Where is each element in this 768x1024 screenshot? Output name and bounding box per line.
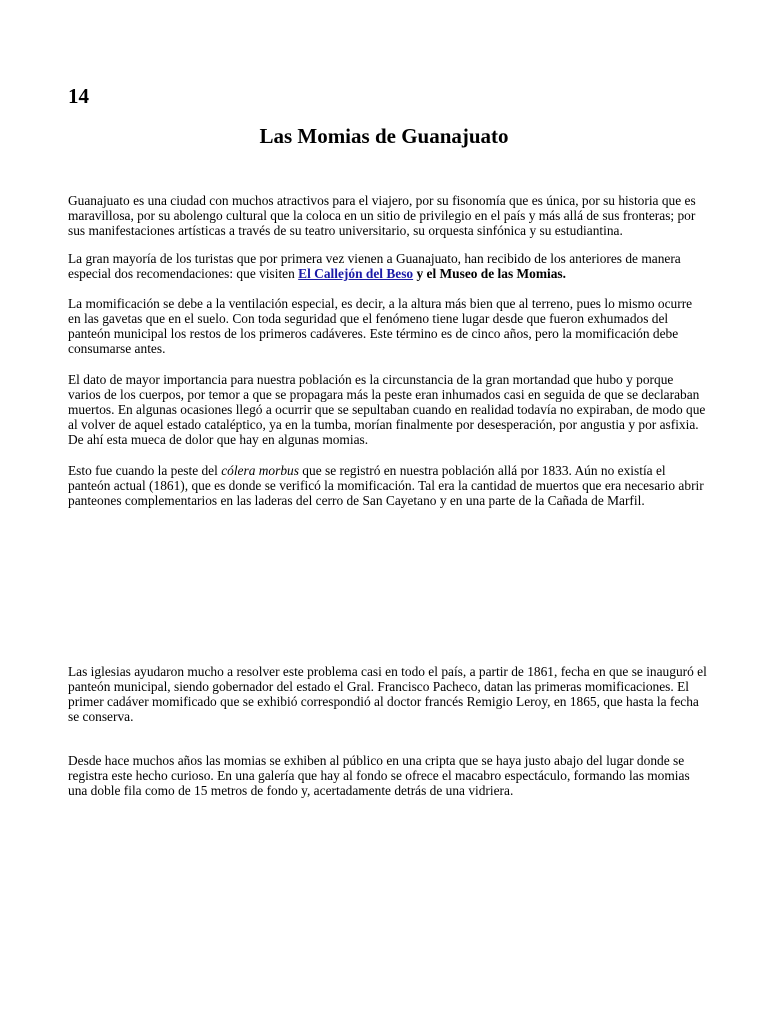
paragraph-bold-text: y el Museo de las Momias. [413, 266, 566, 281]
paragraph-cholera [68, 463, 708, 508]
paragraph-churches: Las iglesias ayudaron mucho a resolver este problema casi en todo el país, a partir de 1861, fecha en que se inauguró el panteón municipal, siendo gobernador del estado el Gral. Francisco Pacheco, datan las primeras momificaciones. El primer cadáver momificado que se exhibió correspondió al doctor francés Remigio Leroy, en 1865, que hasta la fecha se conserva. [68, 664, 707, 724]
paragraph-mortality: El dato de mayor importancia para nuestra población es la circunstancia de la gran mortandad que hubo y porque varios de los cuerpos, por temor a que se propagara más la peste eran inhumados casi en seguida de que se declaraban muertos. En algunas ocasiones llegó a ocurrir que se sepultaban cuando en realidad todavía no expiraban, de modo que al volver de aquel estado cataléptico, ya en la tumba, morían finalmente por desesperación, por angustia y por asfixia. De ahí esta mueca de dolor que hay en algunas momias. [68, 372, 706, 447]
chapter-number: 14 [68, 84, 89, 108]
page-title: Las Momias de Guanajuato [259, 124, 509, 148]
paragraph-text: La gran mayoría de los turistas que por primera vez vienen a Guanajuato, han recibido de los anteriores de manera especial dos recomendaciones: que visiten [68, 251, 681, 281]
paragraph-intro: Guanajuato es una ciudad con muchos atractivos para el viajero, por su fisonomía que es única, por su historia que es maravillosa, por su abolengo cultural que la coloca en un sitio de privilegio en el país y más allá de sus fronteras; por sus manifestaciones artísticas a través de su teatro universitario, su orquesta sinfónica y su estudiantina. [68, 193, 696, 238]
paragraph-recommendations [68, 251, 708, 281]
paragraph-italic-text: cólera morbus [221, 463, 299, 478]
paragraph-text: que se registró en nuestra población allá por 1833. Aún no existía el panteón actual (1861), que es donde se verificó la momificación. Tal era la cantidad de muertos que era necesario abrir panteones complementarios en las laderas del cerro de San Cayetano y en una parte de la Cañada de Marfil. [68, 463, 704, 508]
paragraph-text: Esto fue cuando la peste del [68, 463, 222, 478]
paragraph-crypt: Desde hace muchos años las momias se exhiben al público en una cripta que se haya justo abajo del lugar donde se registra este hecho curioso. En una galería que hay al fondo se ofrece el macabro espectáculo, formando las momias una doble fila como de 15 metros de fondo y, acertadamente detrás de una vidriera. [68, 753, 690, 798]
callejon-del-beso-link[interactable]: El Callejón del Beso [298, 266, 414, 281]
paragraph-momification: La momificación se debe a la ventilación especial, es decir, a la altura más bien que al terreno, pues lo mismo ocurre en las gavetas que en el suelo. Con toda seguridad que el fenómeno tiene lugar desde que fueron exhumados del panteón municipal los restos de los primeros cadáveres. Este término es de cinco años, pero la momificación debe consumarse antes. [68, 296, 693, 356]
